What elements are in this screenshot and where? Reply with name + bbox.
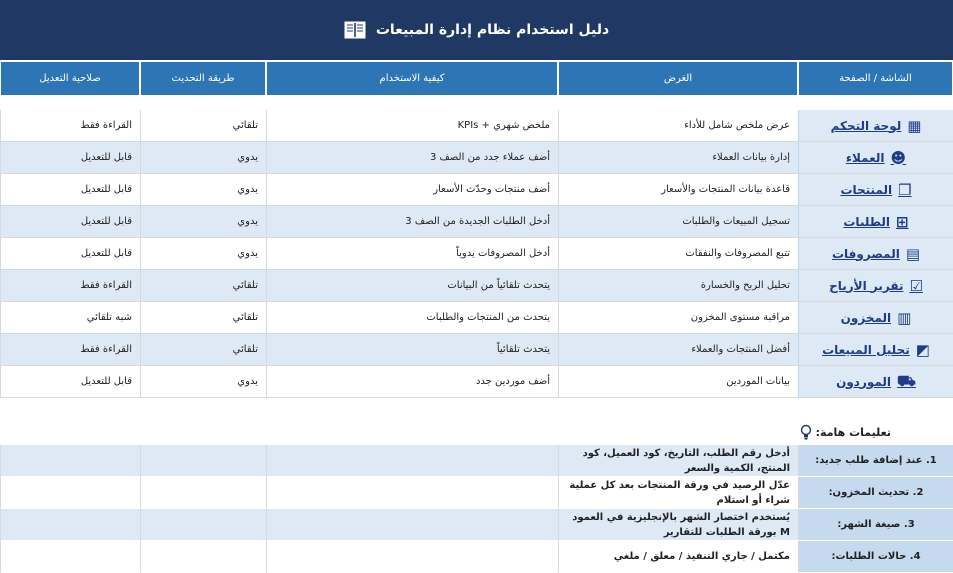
permission-cell: القراءة فقط bbox=[0, 270, 140, 302]
lightbulb-icon bbox=[800, 424, 812, 440]
orders-icon: ⊞ bbox=[896, 212, 909, 231]
table-header bbox=[0, 61, 953, 96]
notes-table bbox=[0, 445, 953, 573]
book-icon bbox=[344, 21, 366, 39]
expenses-icon: ▤ bbox=[905, 244, 921, 263]
purpose-cell: عرض ملخص شامل للأداء bbox=[558, 110, 798, 142]
screen-link[interactable] bbox=[803, 273, 949, 298]
note-empty-cell bbox=[140, 477, 266, 509]
screen-link[interactable] bbox=[803, 369, 949, 394]
update-cell: تلقائي bbox=[140, 110, 266, 142]
note-row bbox=[0, 509, 953, 541]
usage-cell: أدخل المصروفات يدوياً bbox=[266, 238, 558, 270]
note-empty-cell bbox=[0, 477, 140, 509]
screen-label: الطلبات bbox=[843, 214, 891, 229]
update-cell: يدوي bbox=[140, 206, 266, 238]
table-row bbox=[0, 334, 953, 366]
update-cell: يدوي bbox=[140, 366, 266, 398]
table-row bbox=[0, 270, 953, 302]
permission-cell: قابل للتعديل bbox=[0, 142, 140, 174]
usage-cell: ملخص شهري + KPIs bbox=[266, 110, 558, 142]
note-empty-cell bbox=[140, 509, 266, 541]
permission-cell: شبه تلقائي bbox=[0, 302, 140, 334]
inventory-icon: ▥ bbox=[897, 308, 912, 327]
note-text: عدّل الرصيد في ورقة المنتجات بعد كل عملية شراء أو استلام bbox=[558, 477, 798, 509]
note-empty-cell bbox=[266, 509, 558, 541]
note-empty-cell bbox=[140, 445, 266, 477]
table-row bbox=[0, 110, 953, 142]
purpose-cell: قاعدة بيانات المنتجات والأسعار bbox=[558, 174, 798, 206]
notes-heading bbox=[800, 424, 891, 440]
update-cell: تلقائي bbox=[140, 302, 266, 334]
note-label: 2. تحديث المخزون: bbox=[798, 477, 953, 509]
screen-label: العملاء bbox=[845, 150, 885, 165]
screen-link[interactable] bbox=[803, 145, 949, 170]
table-row bbox=[0, 142, 953, 174]
usage-cell: يتحدث من المنتجات والطلبات bbox=[266, 302, 558, 334]
permission-cell: قابل للتعديل bbox=[0, 206, 140, 238]
screen-link[interactable] bbox=[803, 241, 949, 266]
screen-label: الموردون bbox=[836, 374, 892, 389]
screen-label: تقرير الأرباح bbox=[829, 278, 904, 293]
note-row bbox=[0, 477, 953, 509]
usage-cell: يتحدث تلقائياً من البيانات bbox=[266, 270, 558, 302]
note-text: مكتمل / جاري التنفيذ / معلق / ملغي bbox=[558, 541, 798, 573]
usage-cell: أضف موردين جدد bbox=[266, 366, 558, 398]
screen-cell bbox=[798, 270, 953, 302]
screen-link[interactable] bbox=[803, 113, 949, 138]
screen-label: المصروفات bbox=[831, 246, 900, 261]
purpose-cell: بيانات الموردين bbox=[558, 366, 798, 398]
purpose-cell: إدارة بيانات العملاء bbox=[558, 142, 798, 174]
update-cell: يدوي bbox=[140, 142, 266, 174]
screen-label: تحليل المبيعات bbox=[822, 342, 910, 357]
note-row bbox=[0, 541, 953, 573]
note-text: يُستخدم اختصار الشهر بالإنجليزية في العمود M بورقة الطلبات للتقارير bbox=[558, 509, 798, 541]
header-permission: صلاحية التعديل bbox=[0, 61, 140, 96]
screen-cell bbox=[798, 206, 953, 238]
dashboard-icon: ▦ bbox=[907, 116, 922, 135]
usage-cell: أضف عملاء جدد من الصف 3 bbox=[266, 142, 558, 174]
customers-icon: ☻ bbox=[890, 148, 907, 167]
screen-cell bbox=[798, 110, 953, 142]
note-label: 4. حالات الطلبات: bbox=[798, 541, 953, 573]
purpose-cell: مراقبة مستوى المخزون bbox=[558, 302, 798, 334]
purpose-cell: تحليل الربح والخسارة bbox=[558, 270, 798, 302]
update-cell: تلقائي bbox=[140, 270, 266, 302]
screen-label: المنتجات bbox=[840, 182, 893, 197]
header-usage: كيفية الاستخدام bbox=[266, 61, 558, 96]
sales-analysis-icon: ◩ bbox=[915, 340, 930, 359]
permission-cell: القراءة فقط bbox=[0, 334, 140, 366]
note-empty-cell bbox=[266, 445, 558, 477]
screen-cell bbox=[798, 366, 953, 398]
screen-cell bbox=[798, 334, 953, 366]
update-cell: يدوي bbox=[140, 174, 266, 206]
note-label: 1. عند إضافة طلب جديد: bbox=[798, 445, 953, 477]
header-update: طريقة التحديث bbox=[140, 61, 266, 96]
permission-cell: قابل للتعديل bbox=[0, 238, 140, 270]
note-empty-cell bbox=[0, 509, 140, 541]
table-row bbox=[0, 366, 953, 398]
usage-cell: أدخل الطلبات الجديدة من الصف 3 bbox=[266, 206, 558, 238]
screen-label: لوحة التحكم bbox=[830, 118, 902, 133]
header-purpose: الغرض bbox=[558, 61, 798, 96]
note-row bbox=[0, 445, 953, 477]
page-title: دليل استخدام نظام إدارة المبيعات bbox=[375, 22, 610, 38]
table-row bbox=[0, 302, 953, 334]
note-empty-cell bbox=[266, 541, 558, 573]
permission-cell: قابل للتعديل bbox=[0, 174, 140, 206]
purpose-cell: أفضل المنتجات والعملاء bbox=[558, 334, 798, 366]
screen-link[interactable] bbox=[803, 305, 949, 330]
title-bar bbox=[0, 0, 953, 60]
update-cell: يدوي bbox=[140, 238, 266, 270]
purpose-cell: تتبع المصروفات والنفقات bbox=[558, 238, 798, 270]
screen-cell bbox=[798, 142, 953, 174]
screen-label: المخزون bbox=[840, 310, 892, 325]
profit-report-icon: ☑ bbox=[909, 276, 923, 295]
screen-cell bbox=[798, 238, 953, 270]
permission-cell: قابل للتعديل bbox=[0, 366, 140, 398]
usage-cell: أضف منتجات وحدّث الأسعار bbox=[266, 174, 558, 206]
guide-table bbox=[0, 110, 953, 398]
table-row bbox=[0, 238, 953, 270]
note-empty-cell bbox=[266, 477, 558, 509]
screen-cell bbox=[798, 174, 953, 206]
note-text: أدخل رقم الطلب، التاريخ، كود العميل، كود المنتج، الكمية والسعر bbox=[558, 445, 798, 477]
screen-link[interactable] bbox=[803, 337, 949, 362]
note-empty-cell bbox=[0, 445, 140, 477]
header-screen: الشاشة / الصفحة bbox=[798, 61, 953, 96]
note-empty-cell bbox=[140, 541, 266, 573]
suppliers-icon: ⛟ bbox=[897, 371, 916, 390]
notes-title: تعليمات هامة: bbox=[815, 425, 891, 439]
usage-cell: يتحدث تلقائياً bbox=[266, 334, 558, 366]
screen-cell bbox=[798, 302, 953, 334]
table-row bbox=[0, 174, 953, 206]
purpose-cell: تسجيل المبيعات والطلبات bbox=[558, 206, 798, 238]
permission-cell: القراءة فقط bbox=[0, 110, 140, 142]
update-cell: تلقائي bbox=[140, 334, 266, 366]
note-empty-cell bbox=[0, 541, 140, 573]
note-label: 3. صيغة الشهر: bbox=[798, 509, 953, 541]
products-icon: ❒ bbox=[898, 180, 912, 199]
screen-link[interactable] bbox=[803, 209, 949, 234]
screen-link[interactable] bbox=[803, 177, 949, 202]
table-row bbox=[0, 206, 953, 238]
